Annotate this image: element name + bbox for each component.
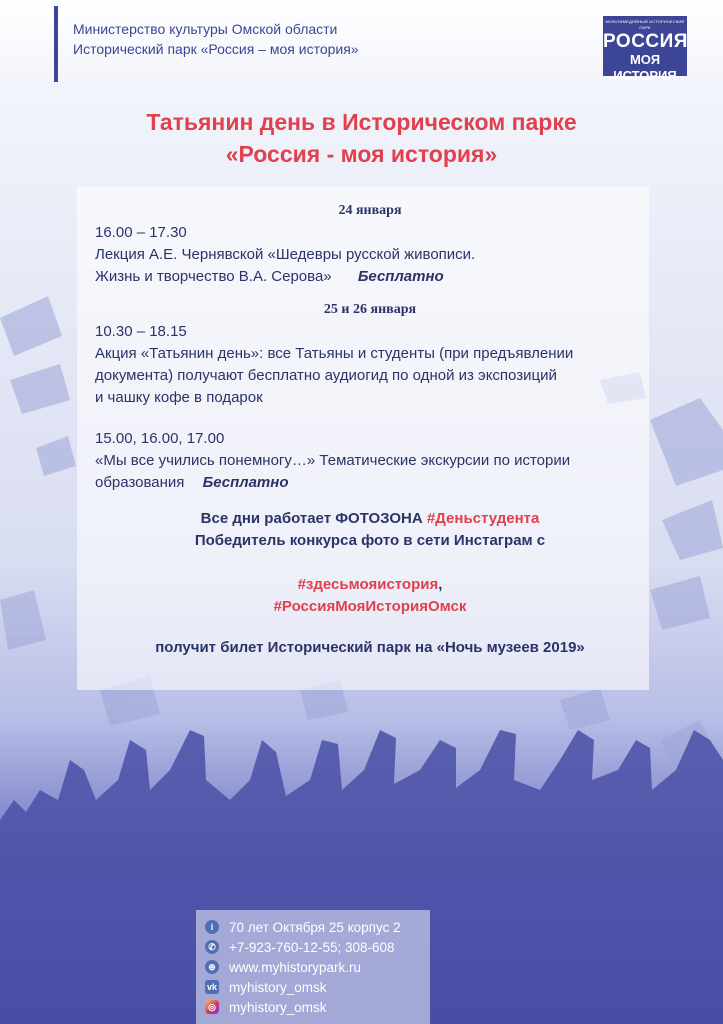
event-time: 15.00, 16.00, 17.00 xyxy=(95,430,225,447)
contact-text: +7-923-760-12-55; 308-608 xyxy=(229,939,395,955)
event-time: 16.00 – 17.30 xyxy=(95,224,187,241)
contact-instagram[interactable] xyxy=(205,997,327,1017)
event-description: образования xyxy=(95,474,185,491)
event-description-line xyxy=(95,266,645,288)
header-text xyxy=(73,19,359,59)
prize-text: получит билет Исторический парк на «Ночь музеев 2019» xyxy=(155,639,585,656)
hashtag-student-day: #Деньстудента xyxy=(426,510,540,527)
event-description: документа) получают бесплатно аудиогид по одной из экспозиций xyxy=(95,367,557,384)
event-time: 10.30 – 18.15 xyxy=(95,323,187,340)
photozone-text: Все дни работает ФОТОЗОНА xyxy=(200,510,427,527)
contest-text: Победитель конкурса фото в сети Инстаграм с xyxy=(194,532,546,549)
event-description: «Мы все учились понемногу…» Тематические экскурсии по истории xyxy=(95,452,571,469)
free-label: Бесплатно xyxy=(357,268,444,285)
contact-vk[interactable] xyxy=(205,977,327,997)
title-line2: «Россия - моя история» xyxy=(225,141,498,167)
contact-text: myhistory_omsk xyxy=(229,979,327,995)
hashtag-here-my-history: #здесьмояистория xyxy=(297,576,439,593)
globe-icon: ⊕ xyxy=(205,960,219,974)
instagram-icon: ◎ xyxy=(205,1000,219,1014)
phone-icon: ✆ xyxy=(205,940,219,954)
logo-top-text: МУЛЬТИМЕДИЙНЫЙ ИСТОРИЧЕСКИЙ ПАРК xyxy=(605,19,685,30)
contact-text: myhistory_omsk xyxy=(229,999,327,1015)
event-date: 25 и 26 января xyxy=(323,302,417,317)
hashtag-line xyxy=(95,574,645,596)
park-name: Исторический парк «Россия – моя история» xyxy=(73,41,359,57)
hashtag-russia-my-history-omsk: #РоссияМояИсторияОмск xyxy=(273,598,467,615)
event-description: Акция «Татьянин день»: все Татьяны и студенты (при предъявлении xyxy=(95,345,574,362)
page-title xyxy=(0,106,723,170)
ministry-name: Министерство культуры Омской области xyxy=(73,21,338,37)
contact-text: www.myhistorypark.ru xyxy=(229,959,362,975)
hashtag-separator: , xyxy=(438,576,443,593)
park-logo xyxy=(603,16,688,83)
contact-phone[interactable] xyxy=(205,937,395,957)
header-accent-bar xyxy=(54,6,58,82)
contacts-box xyxy=(196,910,430,1024)
contact-website[interactable] xyxy=(205,957,361,977)
title-line1: Татьянин день в Историческом парке xyxy=(146,109,577,135)
program-content xyxy=(95,196,645,659)
contact-text: 70 лет Октября 25 корпус 2 xyxy=(229,919,401,935)
header xyxy=(0,0,723,90)
vk-icon: vk xyxy=(206,982,217,992)
free-label: Бесплатно xyxy=(202,474,289,491)
logo-line2: МОЯ ИСТОРИЯ xyxy=(613,52,677,83)
location-icon: i xyxy=(205,920,219,934)
event-description-line xyxy=(95,472,645,494)
contact-address xyxy=(205,917,401,937)
logo-line1: РОССИЯ xyxy=(603,31,688,52)
event-description: Лекция А.Е. Чернявской «Шедевры русской живописи. xyxy=(95,246,476,263)
event-date: 24 января xyxy=(338,203,402,218)
event-description: и чашку кофе в подарок xyxy=(95,389,263,406)
photozone-line xyxy=(95,508,645,530)
event-description: Жизнь и творчество В.А. Серова» xyxy=(95,268,332,285)
